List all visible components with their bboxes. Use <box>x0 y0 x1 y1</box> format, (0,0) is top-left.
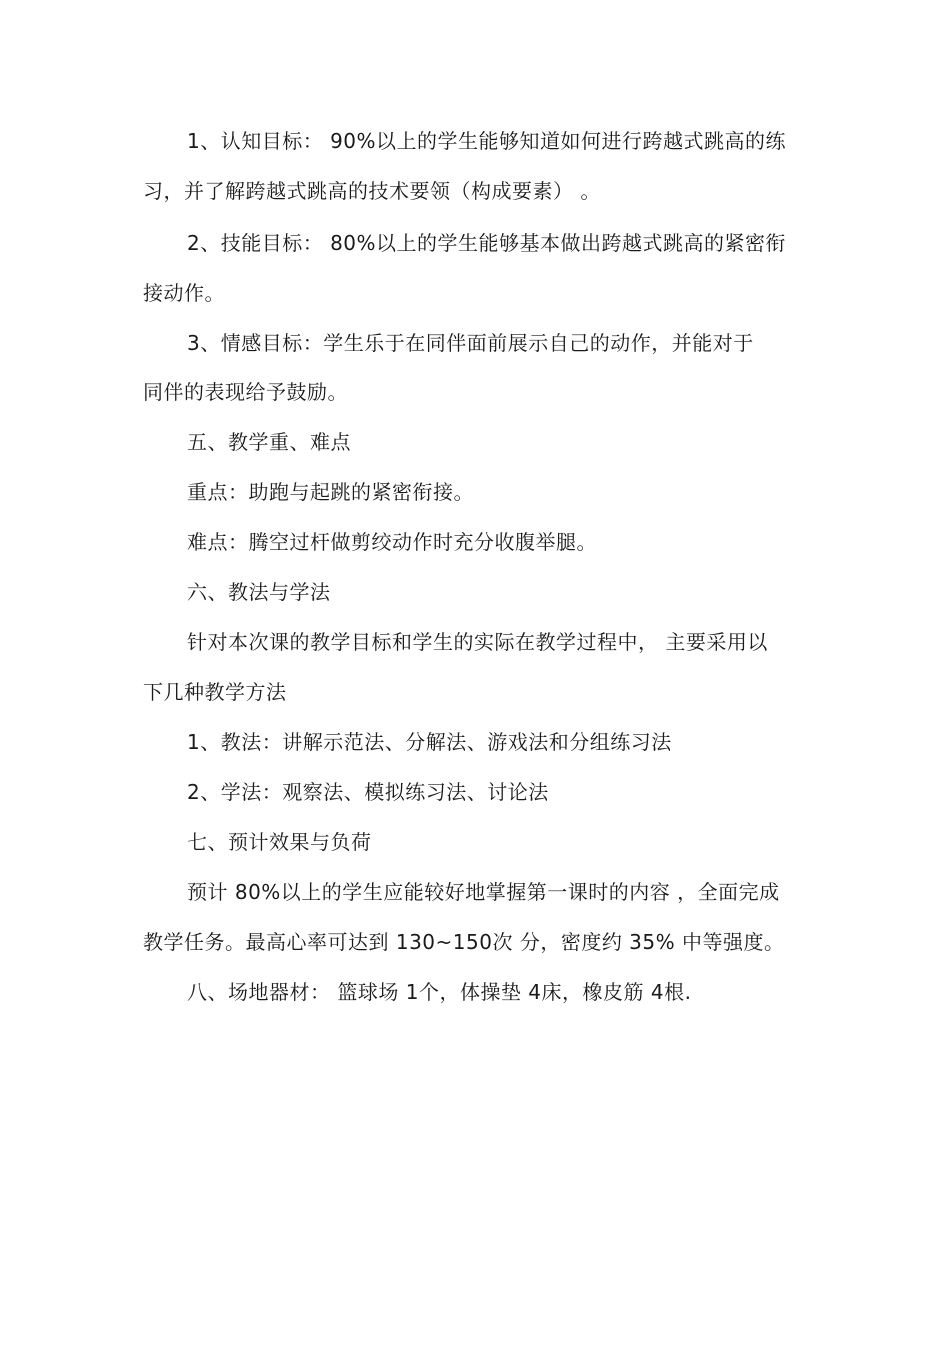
text-line: 难点：腾空过杆做剪绞动作时充分收腹举腿。 <box>187 530 597 554</box>
text-line: 下几种教学方法 <box>143 680 287 704</box>
text-line: 1、教法：讲解示范法、分解法、游戏法和分组练习法 <box>187 730 672 754</box>
text-line: 习，并了解跨越式跳高的技术要领（构成要素） 。 <box>143 179 601 203</box>
section-heading: 六、教法与学法 <box>187 580 331 604</box>
text-line: 接动作。 <box>143 281 225 305</box>
text-line: 教学任务。最高心率可达到 130~150次 分，密度约 35% 中等强度。 <box>143 930 785 954</box>
text-line: 2、技能目标： 80%以上的学生能够基本做出跨越式跳高的紧密衔 <box>187 231 787 255</box>
text-line: 3、情感目标：学生乐于在同伴面前展示自己的动作，并能对于 <box>187 331 754 355</box>
text-line: 重点：助跑与起跳的紧密衔接。 <box>187 480 474 504</box>
text-line: 1、认知目标： 90%以上的学生能够知道如何进行跨越式跳高的练 <box>187 129 787 153</box>
section-heading: 七、预计效果与负荷 <box>187 830 372 854</box>
section-heading: 八、场地器材： 篮球场 1个，体操垫 4床，橡皮筋 4根. <box>187 980 692 1004</box>
text-line: 2、学法：观察法、模拟练习法、讨论法 <box>187 780 549 804</box>
text-line: 同伴的表现给予鼓励。 <box>143 380 348 404</box>
text-line: 针对本次课的教学目标和学生的实际在教学过程中， 主要采用以 <box>187 630 768 654</box>
section-heading: 五、教学重、难点 <box>187 430 351 454</box>
text-line: 预计 80%以上的学生应能较好地掌握第一课时的内容 ，全面完成 <box>187 880 780 904</box>
